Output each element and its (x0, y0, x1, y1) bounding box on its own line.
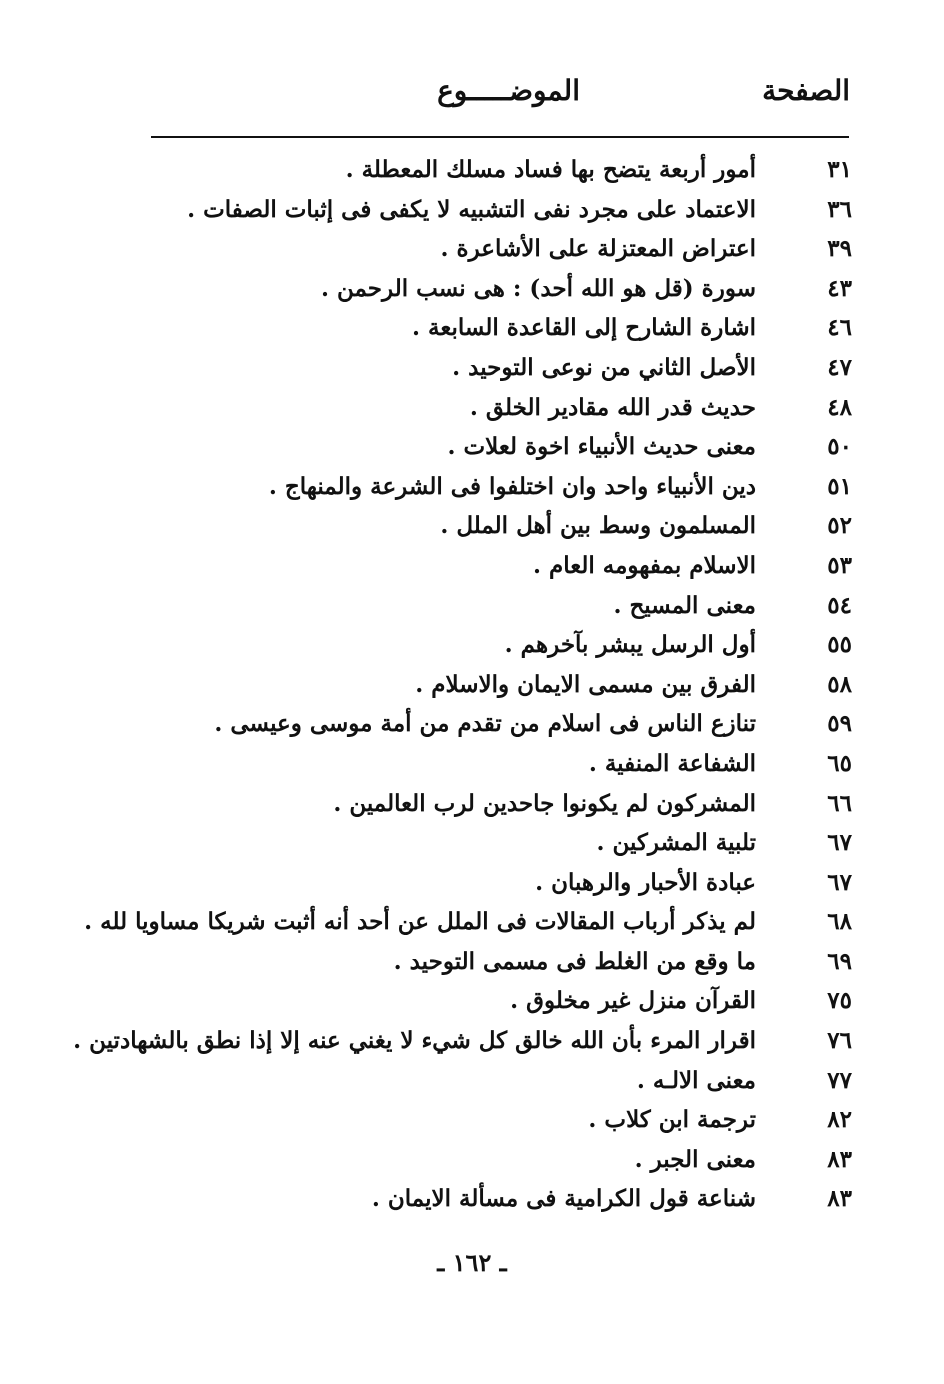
toc-page-number: ٦٥ (827, 749, 852, 777)
header-divider (151, 136, 849, 138)
toc-page-number: ٨٢ (827, 1106, 852, 1134)
toc-entry (150, 588, 852, 628)
toc-page-number: ٥٣ (827, 551, 852, 579)
toc-entry (150, 310, 852, 350)
toc-entry (150, 944, 852, 984)
toc-entry-title: معنى المسيح . (613, 591, 756, 619)
toc-entry (150, 865, 852, 905)
toc-entry (150, 667, 852, 707)
toc-entry-title: تلبية المشركين . (596, 829, 756, 857)
toc-page-number: ٦٧ (827, 868, 852, 896)
toc-entry (150, 429, 852, 469)
toc-page-number: ٥٥ (827, 631, 852, 659)
toc-page-number: ٨٣ (827, 1145, 852, 1173)
toc-page-number: ٧٦ (827, 1027, 852, 1055)
toc-entry-title: اقرار المرء بأن الله خالق كل شيء لا يغني عنه إلا إذا نطق بالشهادتين . (73, 1027, 756, 1055)
toc-entry-title: اشارة الشارح إلى القاعدة السابعة . (412, 314, 756, 342)
toc-entry-title: معنى الالـه . (636, 1066, 756, 1094)
toc-entry-title: المسلمون وسط بين أهل الملل . (440, 512, 756, 540)
toc-page-number: ٣٦ (827, 195, 852, 223)
toc-page-number: ٦٦ (827, 789, 852, 817)
toc-entry (150, 983, 852, 1023)
toc-entry (150, 548, 852, 588)
toc-entry-title: شناعة قول الكرامية فى مسألة الايمان . (371, 1185, 756, 1213)
toc-entry-title: الشفاعة المنفية . (588, 749, 756, 777)
toc-entry-title: حديث قدر الله مقادير الخلق . (469, 393, 756, 421)
toc-page-number: ٥٢ (827, 512, 852, 540)
toc-page-number: ٥٤ (827, 591, 852, 619)
toc-entry-title: معنى حديث الأنبياء اخوة لعلات . (447, 433, 756, 461)
toc-entry-title: أول الرسل يبشر بآخرهم . (504, 631, 756, 659)
toc-entry-title: أمور أربعة يتضح بها فساد مسلك المعطلة . (345, 156, 756, 183)
toc-entry (150, 469, 852, 509)
toc-entry-title: اعتراض المعتزلة على الأشاعرة . (440, 235, 756, 263)
toc-page-number: ٥٩ (827, 710, 852, 738)
toc-page-number: ٥٠ (827, 433, 852, 461)
toc-page-number: ٧٥ (827, 987, 852, 1015)
toc-entry-title: ما وقع من الغلط فى مسمى التوحيد . (393, 947, 756, 975)
toc-entry (150, 271, 852, 311)
toc-entry (150, 1142, 852, 1182)
toc-entry (150, 627, 852, 667)
toc-entry (150, 706, 852, 746)
toc-entry (150, 786, 852, 826)
toc-page-number: ٤٦ (827, 314, 852, 342)
toc-entry (150, 350, 852, 390)
toc-page-number: ٤٣ (827, 274, 852, 302)
page-column-heading: الصفحة (762, 74, 850, 107)
toc-entry-title: القرآن منزل غير مخلوق . (510, 987, 756, 1015)
toc-page-number: ٤٨ (827, 393, 852, 421)
table-header (150, 74, 850, 118)
toc-entry (150, 1063, 852, 1103)
table-of-contents (73, 152, 852, 1221)
toc-page-number: ٤٧ (827, 353, 852, 381)
toc-page-number: ٥٨ (827, 670, 852, 698)
toc-entry (150, 508, 852, 548)
toc-entry-title: لم يذكر أرباب المقالات فى الملل عن أحد أنه أثبت شريكا مساويا لله . (84, 908, 756, 936)
toc-entry-title: سورة (قل هو الله أحد) : هى نسب الرحمن . (320, 274, 756, 302)
toc-entry-title: معنى الجبر . (634, 1145, 756, 1173)
topic-column-heading: الموضـــــوع (437, 74, 580, 107)
toc-entry (73, 1023, 852, 1063)
toc-entry-title: الاعتماد على مجرد نفى التشبيه لا يكفى فى إثبات الصفات . (187, 195, 756, 223)
toc-entry-title: دين الأنبياء واحد وان اختلفوا فى الشرعة والمنهاج . (268, 472, 756, 500)
toc-entry (84, 904, 852, 944)
toc-entry (150, 1181, 852, 1221)
toc-entry-title: الاسلام بمفهومه العام . (533, 551, 756, 579)
toc-entry (150, 825, 852, 865)
toc-entry-title: عبادة الأحبار والرهبان . (535, 868, 756, 896)
toc-page-number: ٨٣ (827, 1185, 852, 1213)
toc-page-number: ٣١ (827, 156, 852, 183)
toc-entry (150, 390, 852, 430)
toc-entry (150, 152, 852, 192)
toc-page-number: ٦٨ (827, 908, 852, 936)
toc-page-number: ٦٧ (827, 829, 852, 857)
toc-page-number: ٧٧ (827, 1066, 852, 1094)
toc-entry (150, 1102, 852, 1142)
toc-page-number: ٦٩ (827, 947, 852, 975)
toc-entry-title: الأصل الثاني من نوعى التوحيد . (452, 353, 756, 381)
toc-entry-title: المشركون لم يكونوا جاحدين لرب العالمين . (333, 789, 756, 817)
page-number: ـ ١٦٢ ـ (437, 1248, 507, 1277)
toc-entry (150, 192, 852, 232)
toc-page-number: ٥١ (827, 472, 852, 500)
toc-entry (150, 231, 852, 271)
toc-entry-title: الفرق بين مسمى الايمان والاسلام . (415, 670, 756, 698)
toc-page-number: ٣٩ (827, 235, 852, 263)
toc-entry-title: ترجمة ابن كلاب . (588, 1106, 756, 1134)
toc-entry (150, 746, 852, 786)
toc-entry-title: تنازع الناس فى اسلام من تقدم من أمة موسى وعيسى . (214, 710, 756, 738)
